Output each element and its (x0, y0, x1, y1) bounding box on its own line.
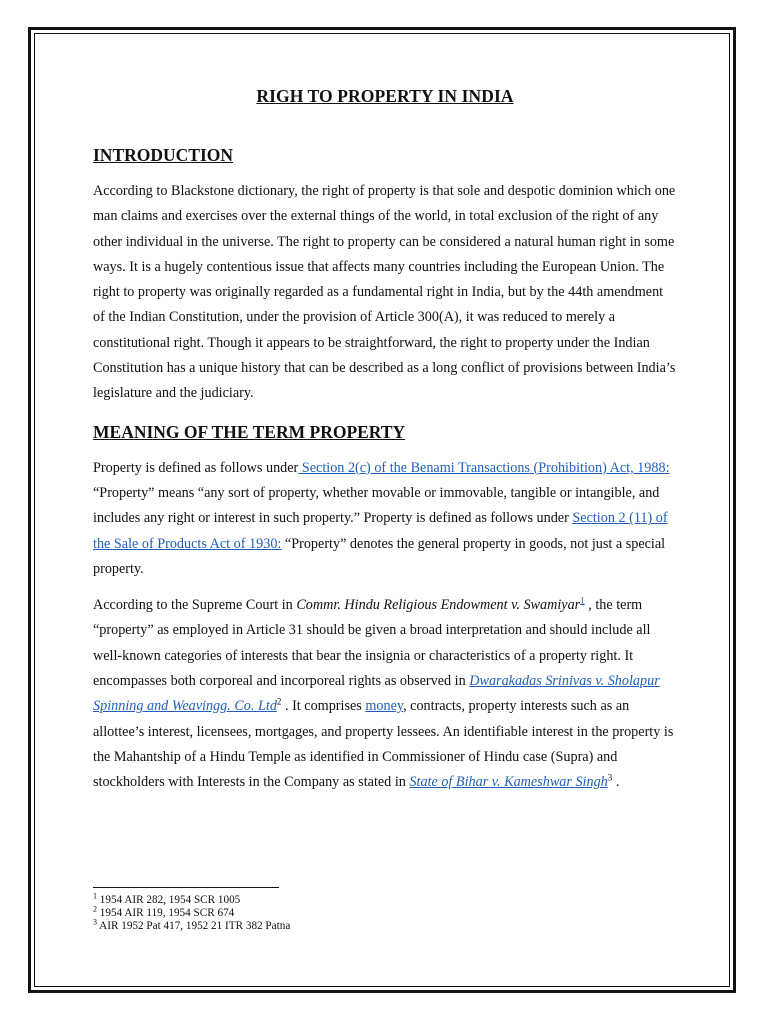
footnote-number: 1 (93, 891, 97, 901)
introduction-paragraph: According to Blackstone dictionary, the right of property is that sole and despotic dominion which one man claims and exercises over the external things of the world, in total exclusion of the right of any other individual in the universe. The right to property can be considered a natural human right in some ways. It is a hugely contentious issue that affects many countries including the European Union. The right to property was originally regarded as a fundamental right in India, but by the 44th amendment of the Indian Constitution, under the provision of Article 300(A), it was reduced to merely a constitutional right. Though it appears to be straightforward, the right to property under the Indian Constitution has a unique history that can be described as a long conflict of provisions between India’s legislature and the judiciary. (93, 183, 676, 402)
footnote-text: 1954 AIR 282, 1954 SCR 1005 (97, 894, 241, 906)
section-heading-introduction: INTRODUCTION (93, 145, 234, 165)
text-run: “Property” means “any sort of property, whether movable or immovable, tangible or intangible, and includes any right or interest in such property.” Property is defined as follows under (93, 484, 660, 527)
text-run: . It comprises (281, 698, 366, 715)
document-body (93, 86, 677, 807)
text-run: : (665, 459, 670, 476)
text-run: . (612, 774, 620, 791)
footnote-2 (93, 904, 493, 920)
document-title: RIGH TO PROPERTY IN INDIA (256, 86, 514, 106)
footnote-text: AIR 1952 Pat 417, 1952 21 ITR 382 Patna (97, 920, 291, 932)
text-run: According to the Supreme Court in (93, 597, 297, 614)
footnote-ref-1[interactable]: 1 (580, 595, 585, 606)
meaning-paragraph-2 (93, 593, 677, 795)
text-run: , contracts, property interests such as an allottee’s interest, licensees, mortgages, and property lessees. An identifiable interest in the property is the Mahantship of a Hindu Temple as identified in Commissioner of Hindu case (Supra) and stockholders with Interests in the Company as stated in (93, 698, 674, 791)
text-run: Property is defined as follows under (93, 459, 299, 476)
meaning-paragraph-1 (93, 456, 677, 582)
footnote-1 (93, 891, 493, 907)
footnote-number: 2 (93, 904, 97, 914)
footnote-3 (93, 917, 493, 933)
footnote-ref-2: 2 (276, 696, 282, 707)
footnote-number: 3 (93, 917, 97, 927)
link-sale-of-products-act[interactable]: Section 2 (11) of the Sale of Products Act of 1930 (93, 510, 668, 552)
text-run: “Property” denotes the general property in goods, not just a special property. (93, 535, 666, 577)
text-run: : (277, 535, 282, 552)
section-heading-meaning: MEANING OF THE TERM PROPERTY (93, 421, 406, 442)
footnotes (93, 891, 493, 933)
text-run: , the term “property” as employed in Article 31 should be given a broad interpretation and should include all well-known categories of interests that bear the insignia or characteristics of a property right. It encompasses both corporeal and incorporeal rights as observed in (93, 597, 651, 690)
footnote-text: 1954 AIR 119, 1954 SCR 674 (97, 907, 235, 919)
link-case-kameshwar[interactable]: State of Bihar v. Kameshwar Singh (409, 774, 608, 791)
link-case-dwarakadas[interactable]: Dwarakadas Srinivas v. Sholapur Spinning and Weavingg. Co. Ltd (93, 673, 660, 715)
link-money[interactable]: money (365, 698, 404, 715)
link-benami-act[interactable]: Section 2(c) of the Benami Transactions (Prohibition) Act, 1988 (298, 459, 666, 476)
case-name-swamiyar: Commr. Hindu Religious Endowment v. Swamiyar (296, 597, 581, 614)
footnote-separator (93, 887, 279, 888)
footnote-ref-3: 3 (607, 772, 613, 783)
